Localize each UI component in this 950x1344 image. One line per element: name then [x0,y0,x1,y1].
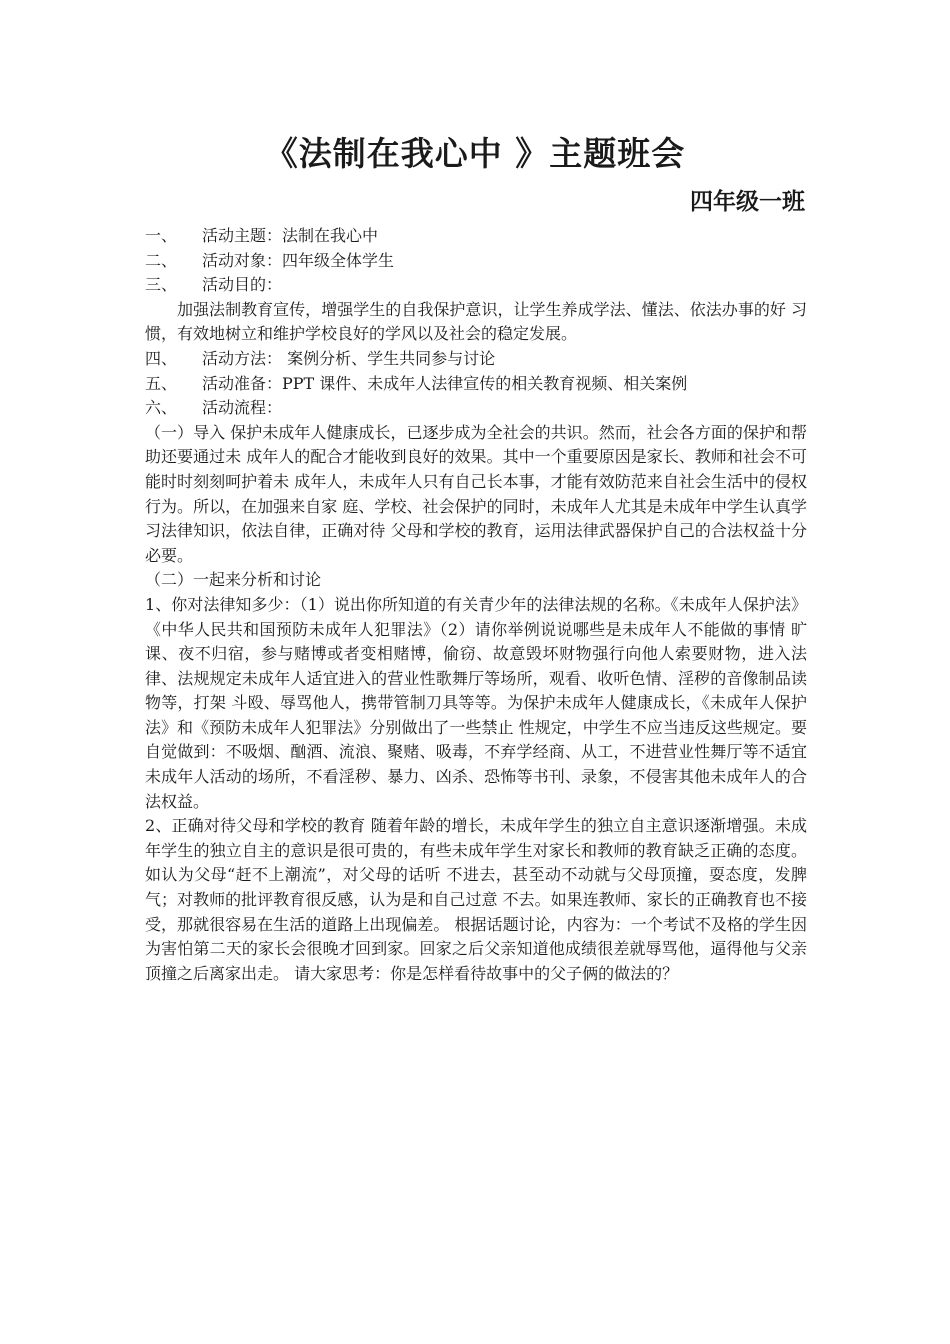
list-label: 活动方法： 案例分析、学生共同参与讨论 [202,348,496,368]
class-name: 四年级一班 [690,189,805,215]
list-label: 活动对象：四年级全体学生 [202,250,395,270]
list-item-process [145,396,807,421]
document-title: 《法制在我心中 》主题班会 [264,134,686,173]
section-heading: （二）一起来分析和讨论 [145,570,322,590]
list-item-audience [145,249,807,274]
list-number: 二、 [145,250,178,270]
list-item-method [145,347,807,372]
discussion-point-1: 1、你对法律知多少：（1）说出你所知道的有关青少年的法律法规的名称。《未成年人保护法》《中华人民共和国预防未成年人犯罪法》（2）请你举例说说哪些是未成年人不能做的事情 旷课、夜不归宿，参与赌博或者变相赌博，偷窃、故意毁坏财物强行向他人索要财物，进入法律、法规规定未成年人适宜进入的营业性歌舞厅等场所，观看、收听色情、淫秽的音像制品读物等，打架 斗殴、辱骂他人，携带管制刀具等等。为保护未成年人健康成长，《未成年人保护法》和《预防未成年人犯罪法》分别做出了一些禁止 性规定，中学生不应当违反这些规定。要自觉做到：不吸烟、酗酒、流浪、聚赌、吸毒，不弃学经商、从工，不进营业性舞厅等不适宜未成年人活动的场所，不看淫秽、暴力、凶杀、恐怖等书刊、录象，不侵害其他未成年人的合法权益。 [145,594,807,811]
list-label: 活动目的： [202,275,283,295]
list-item-purpose [145,273,807,298]
purpose-paragraph: 加强法制教育宣传，增强学生的自我保护意识，让学生养成学法、懂法、依法办事的好 习惯，有效地树立和维护学校良好的学风以及社会的稳定发展。 [145,299,807,344]
list-number: 六、 [145,398,178,418]
list-label: 活动准备：PPT 课件、未成年人法律宣传的相关教育视频、相关案例 [202,373,688,393]
list-number: 四、 [145,348,178,368]
list-label: 活动主题：法制在我心中 [202,226,379,245]
list-number: 三、 [145,275,178,295]
list-item-preparation [145,372,807,397]
document-body [145,224,807,986]
list-number: 五、 [145,373,178,393]
intro-paragraph: （一）导入 保护未成年人健康成长，已逐步成为全社会的共识。然而，社会各方面的保护和帮助还要通过未 成年人的配合才能收到良好的效果。其中一个重要原因是家长、教师和社会不可能时时刻刻呵护着未 成年人，未成年人只有自己长本事，才能有效防范来自社会生活中的侵权行为。所以，在加强来自家 庭、学校、社会保护的同时，未成年人尤其是未成年中学生认真学习法律知识，依法自律，正确对待 父母和学校的教育，运用法律武器保护自己的合法权益十分必要。 [145,422,807,565]
list-number: 一、 [145,226,178,245]
list-label: 活动流程： [202,398,283,418]
discussion-point-2: 2、正确对待父母和学校的教育 随着年龄的增长，未成年学生的独立自主意识逐渐增强。未成年学生的独立自主的意识是很可贵的，有些未成年学生对家长和教师的教育缺乏正确的态度。如认为父母“赶不上潮流”，对父母的话听 不进去，甚至动不动就与父母顶撞，耍态度，发脾气；对教师的批评教育很反感，认为是和自己过意 不去。如果连教师、家长的正确教育也不接受，那就很容易在生活的道路上出现偏差。 根据话题讨论，内容为：一个考试不及格的学生因为害怕第二天的家长会很晚才回到家。回家之后父亲知道他成绩很差就辱骂他，逼得他与父亲顶撞之后离家出走。 请大家思考：你是怎样看待故事中的父子俩的做法的？ [145,816,807,983]
list-item-topic [145,224,807,249]
